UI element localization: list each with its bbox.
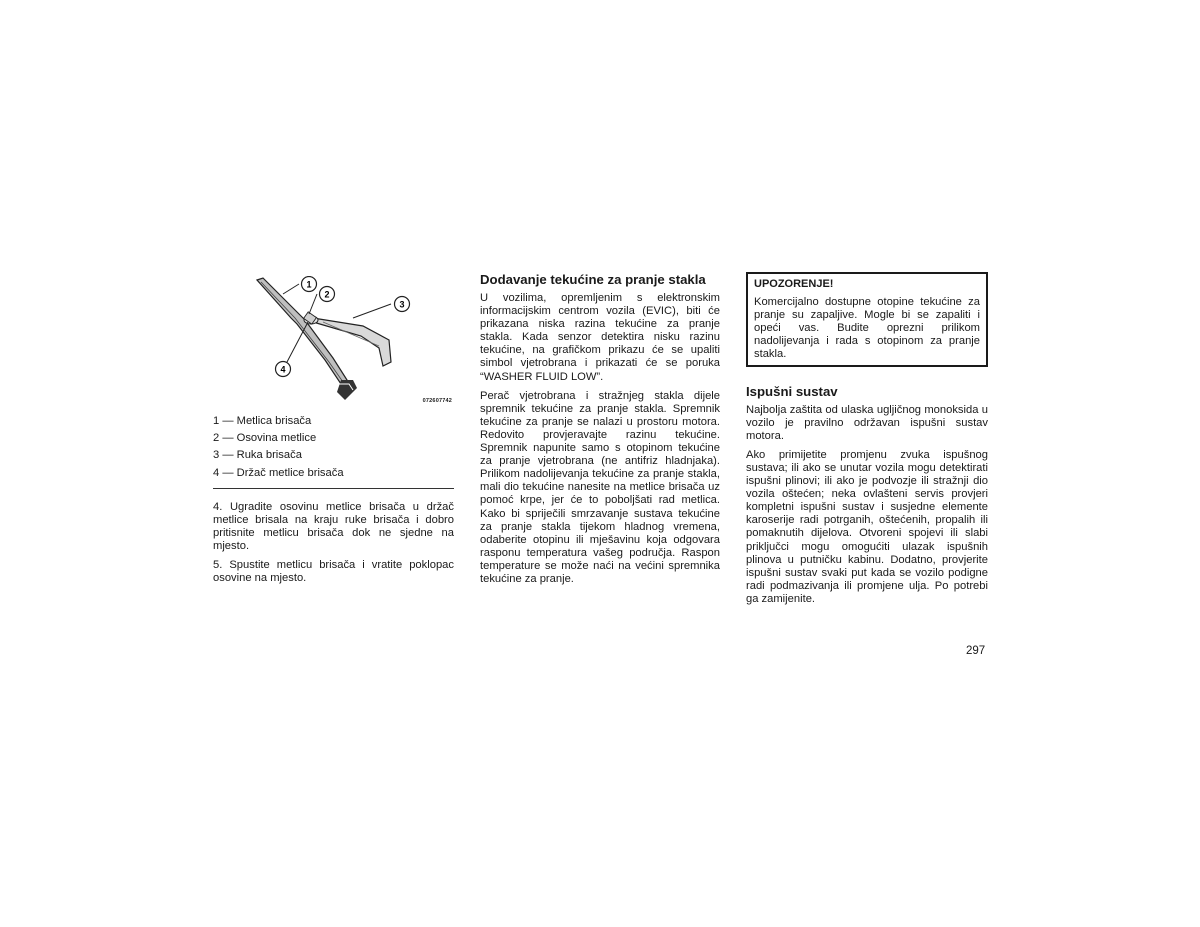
legend-item: 2 — Osovina metlice: [213, 432, 317, 445]
step-5: 5. Spustite metlicu brisača i vratite poklopac osovine na mjesto.: [213, 559, 454, 585]
callout-1: [302, 277, 317, 292]
legend-divider: [213, 488, 454, 489]
figure-code: 072607742: [422, 397, 452, 404]
wiper-illustration: [213, 276, 454, 408]
exhaust-section-title: Ispušni sustav: [746, 383, 838, 399]
svg-text:4: 4: [280, 364, 286, 375]
warning-text: Komercijalno dostupne otopine tekućine za pranje su zapaljive. Mogle bi se zapaliti i opeći vas. Budite oprezni prilikom nadolijevanja i rada s otopinom za pranje stakla.: [754, 296, 980, 361]
callout-3: [395, 297, 410, 312]
legend-item: 4 — Držač metlice brisača: [213, 466, 344, 479]
step-4: 4. Ugradite osovinu metlice brisača u držač metlice brisala na kraju ruke brisača i dobro pritisnite metlicu brisača dok ne sjedne na mjesto.: [213, 500, 454, 553]
legend-item: 1 — Metlica brisača: [213, 415, 312, 427]
washer-paragraph: U vozilima, opremljenim s elektronskim informacijskim centrom vozila (EVIC), biti će prikazana niska razina tekućine za pranje stakla. Kada senzor detektira nisku razinu tekućine, na grafičkom prikazu će se upaliti simbol vjetrobrana i prikazati će se poruka “WASHER FLUID LOW”.: [480, 292, 720, 383]
svg-text:2: 2: [324, 289, 330, 300]
exhaust-paragraph: Ako primijetite promjenu zvuka ispušnog sustava; ili ako se unutar vozila mogu detektirati ispušni plinovi; ili ako je podvozje ili stražnji dio vozila oštećen; neka ovlašteni servis provjeri kompletni ispušni sustav i susjedne elemente karoserije radi potrganih, oštećenih, propalih ili pomaknutih dijelova. Otvoreni spojevi ili slabi priključci mogu omogućiti ulazak ispušnih plinova u putničku kabinu. Dodatno, provjerite ispušni sustav svaki put kada se vozilo podigne radi podmazivanja ili promjene ulja. Po potrebi ga zamijenite.: [746, 448, 988, 605]
svg-text:3: 3: [399, 299, 405, 310]
wiper-figure: [213, 276, 454, 408]
washer-section-title: Dodavanje tekućine za pranje stakla: [480, 272, 706, 287]
warning-box: [746, 272, 988, 367]
callout-4: [276, 362, 291, 377]
warning-title: UPOZORENJE!: [754, 278, 834, 290]
left-column: [213, 276, 454, 591]
callout-2: [320, 287, 335, 302]
legend-item: 3 — Ruka brisača: [213, 449, 302, 462]
washer-paragraph: Perač vjetrobrana i stražnjeg stakla dijele spremnik tekućine za pranje stakla. Spremnik tekućine za pranje se nalazi u prostoru motora. Redovito provjeravajte razinu tekućine. Spremnik napunite samo s otopinom tekućine za pranje vjetrobrana (ne antifriz hladnjaka). Prilikom nadolijevanja tekućine za pranje stakla, mali dio tekućine nanesite na metlice brisača uz pomoć krpe, jer će to poboljšati rad metlica. Kako bi spriječili smrzavanje sustava tekućine za pranje stakla tijekom hladnog vremena, odaberite otopinu ili mješavinu koja odgovara rasponu temperatura vašeg područja. Raspon temperature se može naći na većini spremnika tekućine za pranje.: [480, 389, 720, 585]
svg-text:1: 1: [306, 279, 312, 290]
right-column: [746, 272, 988, 612]
exhaust-paragraph: Najbolja zaštita od ulaska ugljičnog monoksida u vozilo je pravilno održavan ispušni sustav motora.: [746, 403, 988, 442]
figure-legend: [213, 413, 454, 482]
middle-column: [480, 272, 720, 592]
page-number: 297: [966, 645, 986, 657]
